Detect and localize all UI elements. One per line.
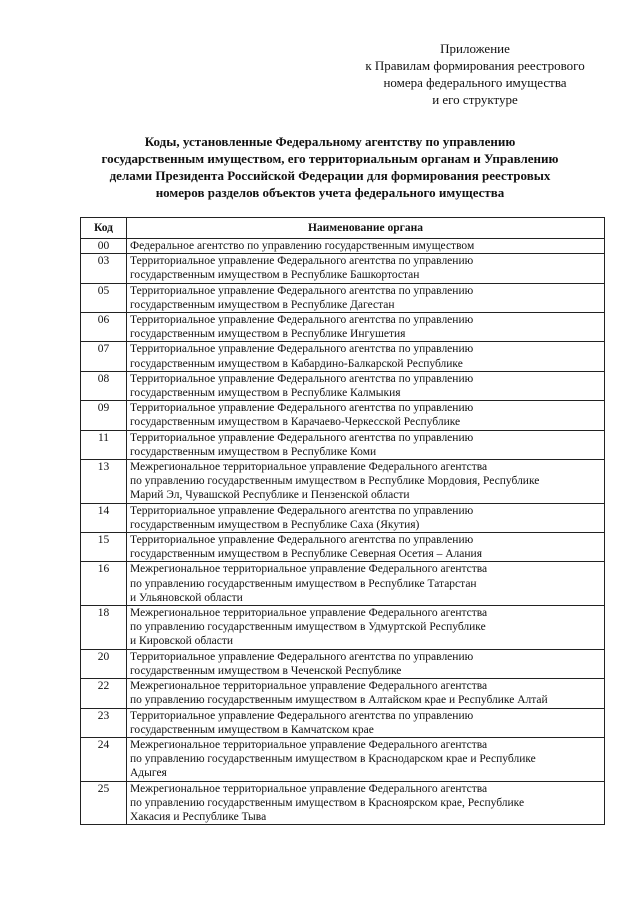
row-name-line: государственным имуществом в Республике Коми	[130, 445, 377, 458]
row-name-line: по управлению государственным имуществом в Алтайском крае и Республике Алтай	[130, 694, 548, 707]
appendix-line: и его структуре	[432, 92, 518, 107]
row-name-line: Территориальное управление Федерального агентства по управлению	[130, 709, 474, 722]
row-name	[127, 430, 605, 459]
table-row	[81, 460, 605, 504]
row-name	[127, 313, 605, 342]
table-row	[81, 562, 605, 606]
row-name	[127, 460, 605, 504]
row-name-line: Территориальное управление Федерального агентства по управлению	[130, 402, 474, 415]
title-line: Коды, установленные Федеральному агентству по управлению	[144, 134, 516, 149]
row-name-line: и Ульяновской области	[130, 591, 243, 604]
row-name-line: Территориальное управление Федерального агентства по управлению	[130, 504, 474, 517]
document-title	[60, 133, 600, 201]
row-name-line: по управлению государственным имуществом в Краснодарском крае и Республике	[130, 753, 536, 766]
row-code: 22	[81, 679, 127, 708]
title-line: делами Президента Российской Федерации для формирования реестровых	[109, 168, 551, 183]
table-row	[81, 606, 605, 650]
row-code: 05	[81, 283, 127, 312]
table-row	[81, 781, 605, 825]
row-name-line: Территориальное управление Федерального агентства по управлению	[130, 372, 474, 385]
table-row	[81, 503, 605, 532]
row-name-line: Территориальное управление Федерального агентства по управлению	[130, 284, 474, 297]
row-name-line: государственным имуществом в Республике Башкортостан	[130, 269, 420, 282]
row-name-line: по управлению государственным имуществом в Республике Татарстан	[130, 577, 477, 590]
row-name	[127, 679, 605, 708]
row-name-line: государственным имуществом в Карачаево-Черкесской Республике	[130, 416, 461, 429]
table-row	[81, 313, 605, 342]
row-name	[127, 503, 605, 532]
row-name-line: Межрегиональное территориальное управление Федерального агентства	[130, 461, 488, 474]
row-name-line: Межрегиональное территориальное управление Федерального агентства	[130, 607, 488, 620]
row-name	[127, 781, 605, 825]
row-name	[127, 737, 605, 781]
table-row	[81, 430, 605, 459]
row-name-line: государственным имуществом в Кабардино-Балкарской Республике	[130, 357, 463, 370]
row-name-line: Межрегиональное территориальное управление Федерального агентства	[130, 782, 488, 795]
row-name	[127, 708, 605, 737]
row-code: 24	[81, 737, 127, 781]
table-row	[81, 239, 605, 254]
row-name-line: Территориальное управление Федерального агентства по управлению	[130, 534, 474, 547]
row-name-line: и Кировской области	[130, 635, 234, 648]
row-code: 09	[81, 401, 127, 430]
row-code: 14	[81, 503, 127, 532]
row-code: 03	[81, 254, 127, 283]
row-name-line: Межрегиональное территориальное управление Федерального агентства	[130, 563, 488, 576]
row-name-line: Адыгея	[130, 767, 167, 780]
row-name-line: Территориальное управление Федерального агентства по управлению	[130, 343, 474, 356]
row-name-line: государственным имуществом в Республике Дагестан	[130, 298, 395, 311]
row-name	[127, 649, 605, 678]
row-name-line: государственным имуществом в Республике Ингушетия	[130, 328, 406, 341]
codes-table	[80, 217, 605, 825]
row-name	[127, 401, 605, 430]
row-name	[127, 254, 605, 283]
table-row	[81, 533, 605, 562]
table-row	[81, 254, 605, 283]
appendix-line: номера федерального имущества	[383, 75, 567, 90]
row-name-line: по управлению государственным имуществом в Удмуртской Республике	[130, 621, 486, 634]
row-code: 18	[81, 606, 127, 650]
row-name	[127, 239, 605, 254]
appendix-line: Приложение	[440, 41, 510, 56]
row-name	[127, 533, 605, 562]
table-row	[81, 708, 605, 737]
row-code: 20	[81, 649, 127, 678]
row-name-line: Территориальное управление Федерального агентства по управлению	[130, 314, 474, 327]
row-name-line: Хакасия и Республике Тыва	[130, 810, 267, 823]
title-line: государственным имуществом, его территориальным органам и Управлению	[101, 151, 559, 166]
table-row	[81, 371, 605, 400]
row-name-line: Межрегиональное территориальное управление Федерального агентства	[130, 680, 488, 693]
row-name-line: государственным имуществом в Республике Саха (Якутия)	[130, 518, 420, 531]
row-name	[127, 342, 605, 371]
row-name-line: Федеральное агентство по управлению государственным имуществом	[130, 240, 475, 252]
row-code: 15	[81, 533, 127, 562]
row-code: 23	[81, 708, 127, 737]
row-name-line: государственным имуществом в Чеченской Республике	[130, 664, 402, 677]
row-name	[127, 562, 605, 606]
header-name: Наименование органа	[127, 218, 605, 239]
table-row	[81, 737, 605, 781]
appendix-line: к Правилам формирования реестрового	[365, 58, 585, 73]
row-name-line: Территориальное управление Федерального агентства по управлению	[130, 255, 474, 268]
row-code: 13	[81, 460, 127, 504]
title-line: номеров разделов объектов учета федерального имущества	[155, 185, 505, 200]
row-name-line: Межрегиональное территориальное управление Федерального агентства	[130, 738, 488, 751]
row-name	[127, 371, 605, 400]
row-name-line: Марий Эл, Чувашской Республике и Пензенской области	[130, 489, 410, 502]
header-code: Код	[81, 218, 127, 239]
table-row	[81, 401, 605, 430]
table-row	[81, 649, 605, 678]
table-row	[81, 342, 605, 371]
row-code: 08	[81, 371, 127, 400]
table-row	[81, 679, 605, 708]
row-code: 07	[81, 342, 127, 371]
row-name-line: государственным имуществом в Республике Калмыкия	[130, 387, 401, 400]
row-name	[127, 606, 605, 650]
row-name	[127, 283, 605, 312]
table-row	[81, 283, 605, 312]
row-name-line: Территориальное управление Федерального агентства по управлению	[130, 431, 474, 444]
row-name-line: по управлению государственным имуществом в Красноярском крае, Республике	[130, 796, 525, 809]
table-header-row	[81, 218, 605, 239]
row-name-line: государственным имуществом в Камчатском крае	[130, 723, 374, 736]
row-name-line: государственным имуществом в Республике Северная Осетия – Алания	[130, 548, 482, 561]
appendix-note	[330, 40, 620, 108]
row-name-line: Территориальное управление Федерального агентства по управлению	[130, 650, 474, 663]
row-name-line: по управлению государственным имуществом в Республике Мордовия, Республике	[130, 475, 540, 488]
row-code: 11	[81, 430, 127, 459]
row-code: 00	[81, 239, 127, 254]
row-code: 25	[81, 781, 127, 825]
row-code: 06	[81, 313, 127, 342]
row-code: 16	[81, 562, 127, 606]
